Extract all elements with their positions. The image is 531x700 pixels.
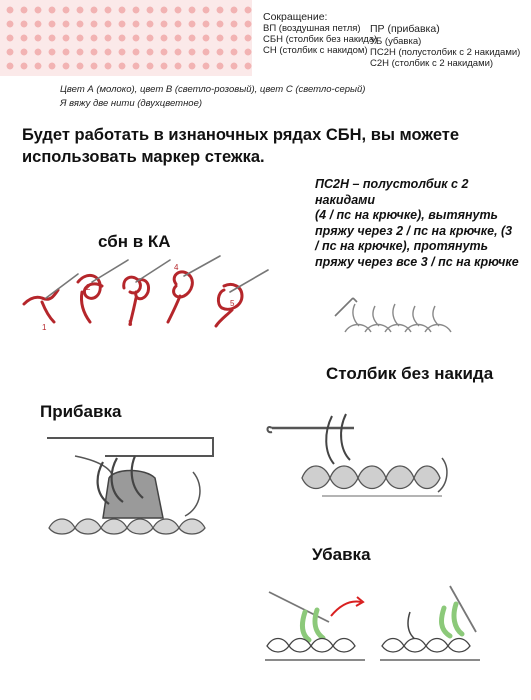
decrease-2-stitch [448,639,470,653]
abbr-sbn: СБН (столбик без накида) [263,34,378,45]
increase-illustration [45,432,215,544]
abbreviations-heading: Сокращение: [263,11,328,23]
ps2h-line-2: накидами [315,192,376,207]
colors-line-1: Цвет А (молоко), цвет В (светло-розовый), цвет С (светло-серый) [60,84,366,95]
ps2h-line-6: пряжу через все 3 / пс на крючке [315,254,519,269]
sbn-ka-steps-illustration [20,252,270,332]
abbr-sn: СН (столбик с накидом) [263,45,368,56]
sc-hook-tip [268,427,273,432]
main-instruction-line-1: Будет работать в изнаночных рядах СБН, вы можете [22,126,460,144]
decrease-1-stitch [267,639,289,653]
decrease-1-stitch [311,639,333,653]
hook-step-4 [184,256,220,276]
ps2h-line-5: / пс на крючке), протянуть [315,239,489,253]
sc-stitch [358,466,386,489]
step-number-2: 2 [86,283,91,292]
colors-line-2: Я вяжу две нити (двухцветное) [60,98,203,109]
label-single-crochet: Столбик без накида [326,364,494,383]
ps2h-upper-loops [353,304,439,326]
abbr-ub: УБ (убавка) [370,36,422,47]
sc-stitch [414,466,440,489]
abbr-pr: ПР (прибавка) [370,23,440,35]
abbr-s2n: С2Н (столбик с 2 накидами) [370,58,494,69]
yarn-step-3 [124,277,149,299]
main-instruction-line-2: использовать маркер стежка. [22,148,265,166]
sc-loops-on-hook [326,414,350,464]
ps2h-line-1: ПС2Н – полустолбик с 2 [315,177,469,191]
label-sbn-ka: сбн в КА [98,232,171,251]
step-number-5: 5 [230,299,235,308]
decrease-illustration-2 [380,582,485,667]
decrease-1-hook [269,592,329,622]
yarn-step-5-tail [216,310,232,326]
decrease-2-stitch [426,639,448,653]
sc-stitch [302,466,330,489]
step-number-1: 1 [42,323,47,332]
decrease-2-stitch [404,639,426,653]
yarn-step-1-tail [42,302,54,322]
ps2h-line-3: (4 / пс на крючке), вытянуть [315,208,498,222]
decrease-2-stitch [382,639,404,653]
abbr-ps2n: ПС2Н (полустолбик с 2 накидами) [370,47,521,58]
sc-stitch [386,466,414,489]
abbr-vp: ВП (воздушная петля) [263,23,361,34]
decrease-illustration-1 [265,582,370,667]
step-number-3: 3 [128,319,133,328]
label-increase: Прибавка [40,402,122,421]
hook-step-3 [136,260,170,282]
hook-step-1 [46,274,78,298]
ps2h-definition [315,177,519,270]
decrease-1-arrow [331,602,361,616]
single-crochet-illustration [262,402,452,516]
label-decrease: Убавка [312,545,371,564]
yarn-step-4 [174,272,193,297]
colors-note [60,83,365,111]
main-instruction [22,124,459,168]
hook-step-5 [230,270,268,292]
abbreviations-right [370,22,520,69]
polka-dot-banner [0,0,252,76]
hook-step-2 [92,260,128,282]
decrease-1-stitch [333,639,355,653]
ps2h-line-4: пряжу через 2 / пс на крючке, (3 [315,223,513,238]
yarn-step-4-tail [168,296,180,322]
abbreviations-left [263,12,377,56]
decrease-2-loop [408,612,416,640]
decrease-2-green-loops [442,604,462,636]
ps2h-illustration [335,292,465,344]
step-number-4: 4 [174,263,179,272]
sc-stitch [330,466,358,489]
